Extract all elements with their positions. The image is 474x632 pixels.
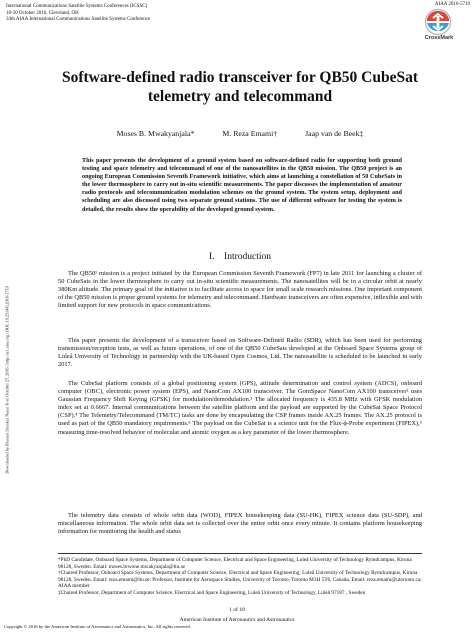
paragraph-text: The telemetry data consists of whole orbit data (WOD), FIPEX housekeeping data (SU-HK), FIPEX science data (SU-SDP), and miscellaneous information. The whole orbit data set is collected over the entire orbit once every minute. It contains platform housekeeping information for monitoring the health and status — [58, 512, 422, 536]
crossmark-icon — [422, 8, 454, 36]
author-3: Jaap van de Beek‡ — [305, 129, 364, 138]
body-paragraph-3 — [58, 380, 422, 437]
crossmark-badge[interactable] — [422, 8, 454, 44]
publisher-name: American Institute of Aeronautics and Astronautics — [179, 617, 295, 623]
aiaa-paper-number: AIAA 2016-5719 — [434, 2, 470, 7]
paper-title: Software-defined radio transceiver for QB50 CubeSat telemetry and telecommand — [61, 69, 419, 105]
author-list — [30, 129, 450, 138]
conference-line-2: 18-20 October 2016, Cleveland, OH — [6, 10, 79, 16]
paragraph-text: The CubeSat platform consists of a global positioning system (GPS), attitude determination and control system (ADCS), onboard computer (OBC), electronic power system (EPS), and NanoCom AX100 transceiver. The GomSpace NanoCom AX100 transceiver² uses Gaussian Frequency Shift Keying (GFSK) for modulation/demodulation.³ The allocated frequency is 435.8 MHz with GFSK modulation index set at 0.6667. Internal communications between the satellite platform and the payload are supported by the CubeSat Space Protocol (CSP).⁴ The Telemetry/Telecommand (TM/TC) tasks are done by encapsulating the CSP frames inside AX.25 frames. The AX.25 protocol is used as part of the QB50 mandatory requirements.⁵ The payload on the CubeSat is a science unit for the Flux-ϕ-Probe experiment (FIPEX),⁶ measuring time-resolved behavior of molecular and atomic oxygen as a key parameter of the lower thermosphere. — [58, 380, 422, 436]
paragraph-text: This paper presents the development of a transceiver based on Software-Defined Radio (SDR), which has been used for performing transmission/reception tests, as well as future operations, of one of the QB50 CubeSats developed at the Onboard Space Systems group of Luleå University of Technology in partnership with the UK-based Open Cosmos, Ltd. The nanosatellite is scheduled to be launched in early 2017. — [58, 337, 422, 369]
body-paragraph-1 — [58, 270, 422, 310]
footnotes — [58, 553, 422, 596]
section-title: Introduction — [224, 252, 271, 262]
copyright-notice: Copyright © 2016 by the American Institute of Aeronautics and Astronautics, Inc. All rights reserved. — [4, 624, 191, 629]
footnote-3: ‡Chaired Professor, Department of Computer Science, Electrical and Space Engineering, Luleå University of Technology, Luleå 97187 , Sweden — [58, 589, 366, 596]
author-2: M. Reza Emami† — [222, 129, 278, 138]
download-note-text: Downloaded by Bharani Shankar Nayar R on October 27, 2016 | http://arc.aiaa.org | DOI: 10.2514/6.2016-5719 — [4, 286, 10, 474]
author-1: Moses B. Mwakyanjala* — [116, 129, 195, 138]
download-side-note — [2, 165, 12, 595]
body-paragraph-2 — [58, 337, 422, 369]
section-number: I. — [208, 252, 215, 262]
section-heading — [30, 252, 450, 262]
body-paragraph-4 — [58, 512, 422, 536]
crossmark-label: CrossMark — [424, 35, 454, 41]
footnote-2: †Chaired Professor, Onboard Space Systems, Department of Computer Science, Electrical and Space Engineering, Luleå University of Technology Rymdcampus, Kiruna 98128, Sweden. Email: reza.emami@ltu.se; Professor, Institute for Aerospace Studies, University of Toronto, Toronto M3H 5T6, Canada. Email: reza.emami@utoronto.ca; AIAA member — [58, 570, 422, 589]
paragraph-text: The QB50¹ mission is a project initiated by the European Commission Seventh Framework (FP7) in late 2011 for launching a cluster of 50 CubeSats in the lower thermosphere to carry out in-situ scientific measurements. The nanosatellites will be in a circular orbit at nearly 380Km altitude. The primary goal of the initiative is to facilitate access to space for small scale research missions. One important component of the QB50 mission is proper ground systems for telemetry and telecommand. Hardware transceivers are often expensive, inflexible and with limited support for new protocols in space communications. — [58, 270, 422, 310]
page-number: 1 of 18 — [229, 607, 245, 613]
conference-line-1: International Communications Satellite Systems Conferences (ICSSC) — [6, 4, 148, 9]
conference-line-3: 34th AIAA International Communications Satellite Systems Conference — [6, 17, 151, 22]
footnote-1: *PhD Candidate, Onboard Space Systems, Department of Computer Science, Electrical and Space Engineering, Luleå University of Technology Rymdcampus, Kiruna 98128, Sweden. Email: moses.brwone.mwakyanjala@ltu.se — [58, 557, 412, 570]
abstract: This paper presents the development of a ground system based on software-defined radio for supporting both ground testing and space telemetry and telecommand of one of the nanosatellites in the QB50 mission. The QB50 project is an ongoing European Commission Seventh Framework initiative, which aims at launching a constellation of 50 CubeSats in the lower thermosphere to carry out in-situ scientific measurements. The paper discusses the implementation of amateur radio protocols and telecommunication modulation schemes on the ground system. The system setup, deployment and scheduling are also discussed using two separate ground stations. The use of different software for testing the system is detailed, the results show the operability of the developed ground system. — [82, 157, 402, 213]
